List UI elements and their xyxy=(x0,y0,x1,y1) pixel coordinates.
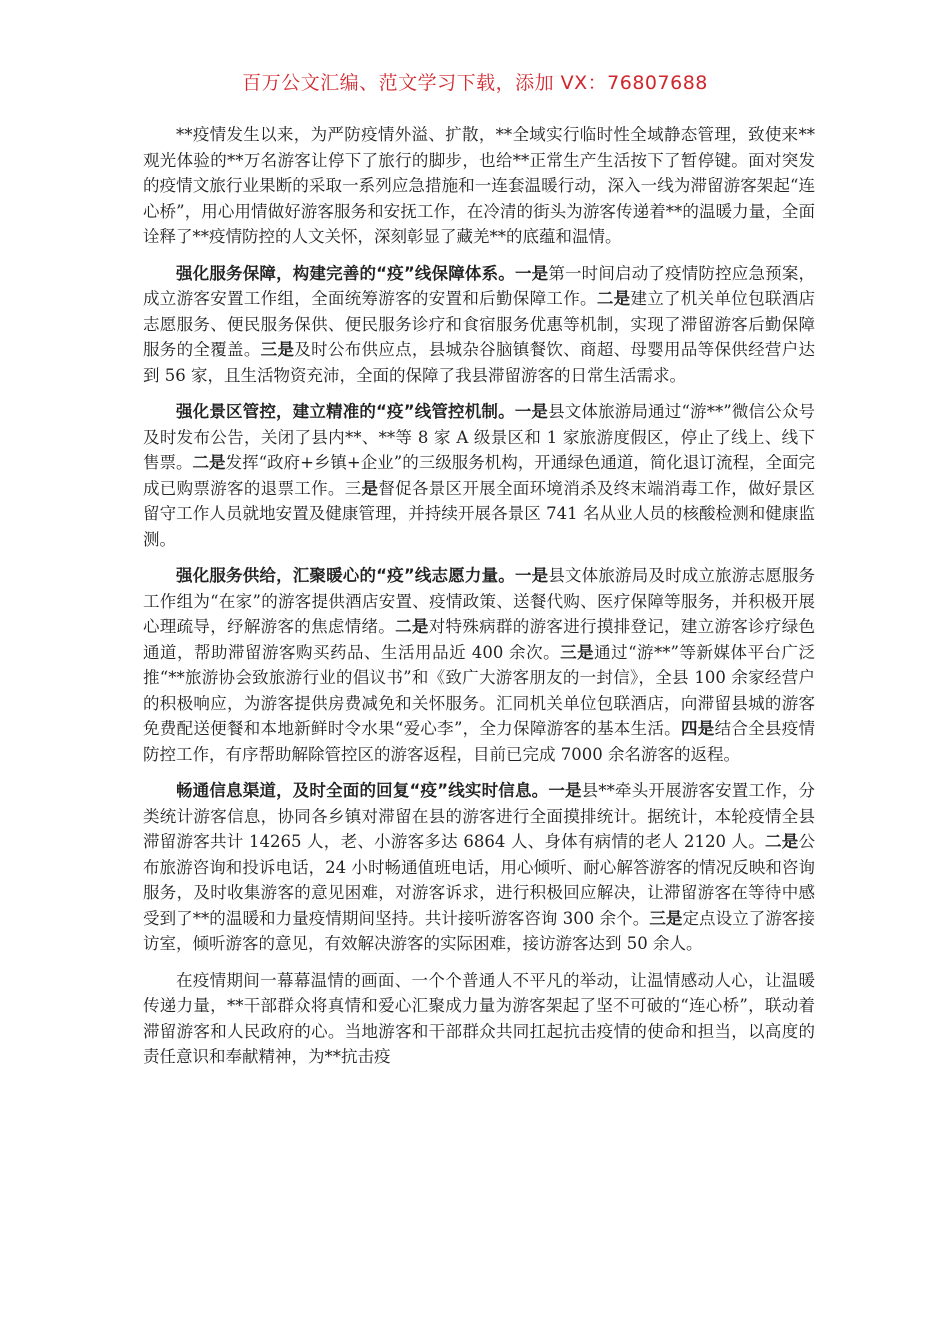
item-text: 县文体旅游局通过“游**”微信公众号及时发布公告，关闭了县内**、**等 8 家 A 级景区和 1 家旅游度假区，停止了线上、线下售票。 xyxy=(143,402,815,472)
section-paragraph-information xyxy=(143,778,815,957)
item-text: 及时公布供应点，县城杂谷脑镇餐饮、商超、母婴用品等保供经营户达到 56 家，且生活物资充沛，全面的保障了我县滞留游客的日常生活需求。 xyxy=(143,340,816,385)
item-text: 对特殊病群的游客进行摸排登记，建立游客诊疗绿色通道，帮助滞留游客购买药品、生活用品近 400 余次。 xyxy=(143,617,816,662)
item-marker: 一是 xyxy=(548,781,582,800)
item-marker: 一是 xyxy=(514,566,549,585)
item-text: 公布旅游咨询和投诉电话，24 小时畅通值班电话，用心倾听、耐心解答游客的情况反映和咨询服务，及时收集游客的意见困难，对游客诉求，进行积极回应解决，让滞留游客在等待中感受到了**的温暖和力量疫情期间坚持。共计接听游客咨询 300 余个。 xyxy=(143,832,816,928)
item-marker: 是 xyxy=(361,478,379,498)
item-marker: 四是 xyxy=(680,719,715,738)
item-text: 发挥“政府+乡镇+企业”的三级服务机构，开通绿色通道，简化退订流程，全面完成已购票游客的退票工作。三 xyxy=(143,453,816,498)
intro-paragraph: **疫情发生以来，为严防疫情外溢、扩散，**全域实行临时性全域静态管理，致使来**观光体验的**万名游客让停下了旅行的脚步，也给**正常生产生活按下了暂停键。面对突发的疫情文旅行业果断的采取一系列应急措施和一连套温暖行动，深入一线为滞留游客架起“连心桥”，用心用情做好游客服务和安抚工作，在冷清的街头为游客传递着**的温暖力量，全面诠释了**疫情防控的人文关怀，深刻彰显了藏羌**的底蕴和温情。 xyxy=(143,125,815,246)
item-text: 定点设立了游客接访室，倾听游客的意见，有效解决游客的实际困难，接访游客达到 50 余人。 xyxy=(143,908,816,953)
item-text: 督促各景区开展全面环境消杀及终末端消毒工作，做好景区留守工作人员就地安置及健康管理，并持续开展各景区 741 名从业人员的核酸检测和健康监测。 xyxy=(143,478,816,549)
document-body xyxy=(143,122,815,1081)
item-marker: 三是 xyxy=(649,908,683,928)
item-marker: 二是 xyxy=(192,453,226,472)
section-paragraph-volunteer xyxy=(143,563,815,767)
item-text: 通过“游**”等新媒体平台广泛推“**旅游协会致旅游行业的倡议书”和《致广大游客朋友的一封信》，全县 100 余家经营户的积极响应，为游客提供房费减免和关怀服务。汇同机关单位包联酒店，向滞留县城的游客免费配送便餐和本地新鲜时令水果“爱心李”，全力保障游客的基本生活。 xyxy=(143,642,816,738)
item-marker: 二是 xyxy=(764,832,799,851)
item-marker: 三是 xyxy=(560,642,595,662)
section-paragraph-scenic-control xyxy=(143,399,815,552)
item-text: 县文体旅游局及时成立旅游志愿服务工作组为“在家”的游客提供酒店安置、疫情政策、送餐代购、医疗保障等服务，并积极开展心理疏导，纾解游客的焦虑情绪。 xyxy=(143,566,815,636)
item-text: 结合全县疫情防控工作，有序帮助解除管控区的游客返程，目前已完成 7000 余名游客的返程。 xyxy=(143,719,816,764)
promo-banner: 百万公文汇编、范文学习下载，添加 VX：76807688 xyxy=(242,72,708,94)
item-marker: 二是 xyxy=(596,289,631,308)
item-marker: 一是 xyxy=(514,263,549,283)
section-heading: 强化服务保障，构建完善的“疫”线保障体系。 xyxy=(176,263,515,283)
section-heading: 畅通信息渠道，及时全面的回复“疫”线实时信息。 xyxy=(176,781,549,800)
item-marker: 三是 xyxy=(260,340,295,359)
item-text: 建立了机关单位包联酒店志愿服务、便民服务保供、便民服务诊疗和食宿服务优惠等机制，实现了滞留游客后勤保障服务的全覆盖。 xyxy=(143,289,816,359)
item-text: 县**牵头开展游客安置工作，分类统计游客信息，协同各乡镇对滞留在县的游客进行全面摸排统计。据统计，本轮疫情全县滞留游客共计 14265 人，老、小游客多达 6864 人、身体有病情的老人 2120 人。 xyxy=(143,781,815,851)
item-text: 第一时间启动了疫情防控应急预案，成立游客安置工作组，全面统筹游客的安置和后勤保障工作。 xyxy=(143,263,815,308)
section-paragraph-service-guarantee xyxy=(143,261,815,389)
section-heading: 强化景区管控，建立精准的“疫”线管控机制。 xyxy=(176,402,515,421)
item-marker: 一是 xyxy=(514,402,549,421)
section-heading: 强化服务供给，汇聚暖心的“疫”线志愿力量。 xyxy=(176,566,515,585)
closing-paragraph: 在疫情期间一幕幕温情的画面、一个个普通人不平凡的举动，让温情感动人心，让温暖传递力量，**干部群众将真情和爱心汇聚成力量为游客架起了坚不可破的“连心桥”，联动着滞留游客和人民政府的心。当地游客和干部群众共同扛起抗击疫情的使命和担当，以高度的责任意识和奉献精神，为**抗击疫 xyxy=(143,970,815,1066)
item-marker: 二是 xyxy=(395,617,429,636)
